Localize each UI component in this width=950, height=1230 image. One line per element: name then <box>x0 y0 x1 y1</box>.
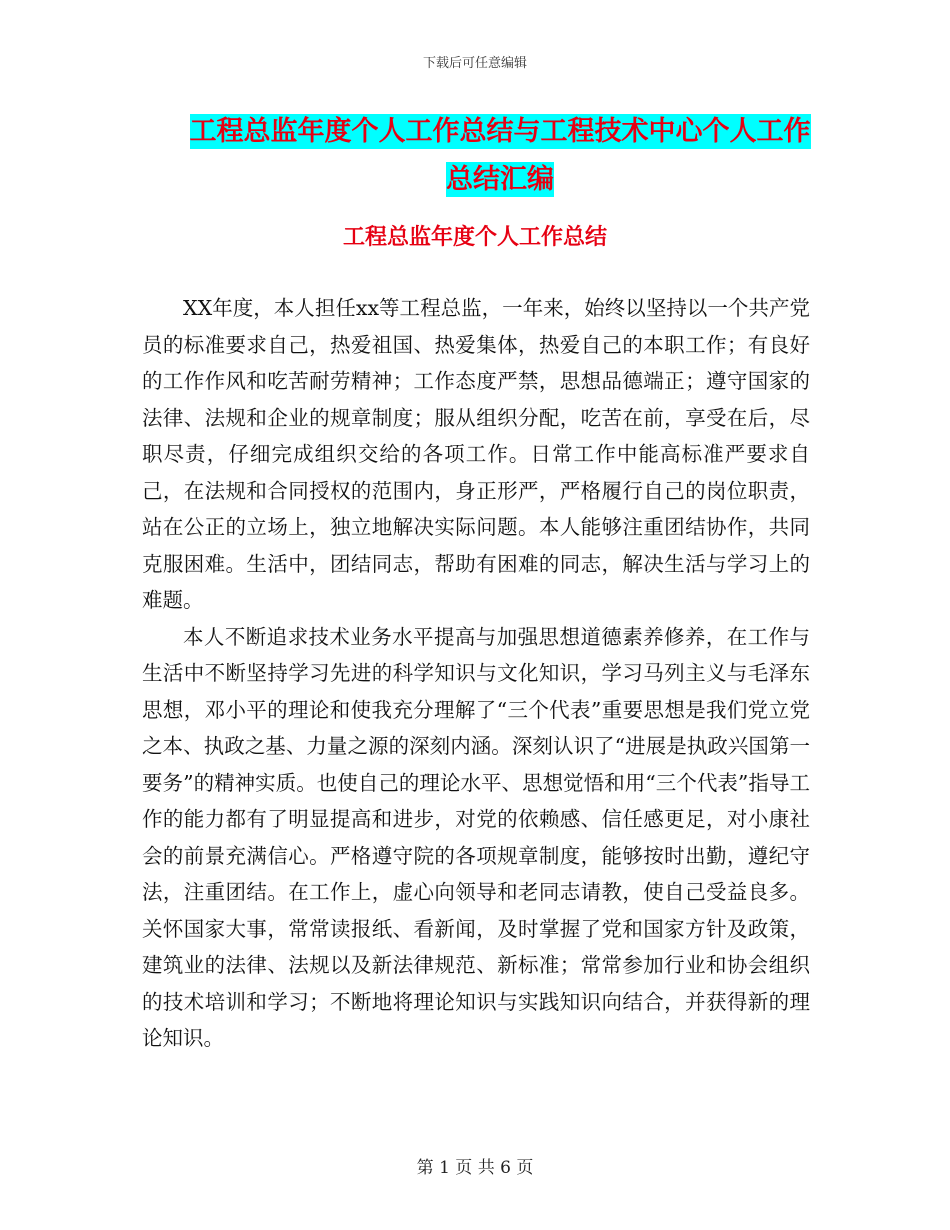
document-title-line-1: 工程总监年度个人工作总结与工程技术中心个人工作 <box>189 116 811 147</box>
paragraph-2: 本人不断追求技术业务水平提高与加强思想道德素养修养，在工作与生活中不断坚持学习先进的科学知识与文化知识，学习马列主义与毛泽东思想，邓小平的理论和使我充分理解了“三个代表”重要思想是我们党立党之本、执政之基、力量之源的深刻内涵。深刻认识了“进展是执政兴国第一要务”的精神实质。也使自己的理论水平、思想觉悟和用“三个代表”指导工作的能力都有了明显提高和进步，对党的依赖感、信任感更足，对小康社会的前景充满信心。严格遵守院的各项规章制度，能够按时出勤，遵纪守法，注重团结。在工作上，虚心向领导和老同志请教，使自己受益良多。 关怀国家大事，常常读报纸、看新闻，及时掌握了党和国家方针及政策，建筑业的法律、法规以及新法律规范、新标准；常常参加行业和协会组织的技术培训和学习；不断地将理论知识与实践知识向结合，并获得新的理论知识。 <box>142 624 810 1050</box>
document-body <box>142 290 810 1057</box>
document-title-line-2: 总结汇编 <box>446 164 554 195</box>
section-title: 工程总监年度个人工作总结 <box>342 225 607 250</box>
page-footer: 第 1 页 共 6 页 <box>416 1158 534 1178</box>
document-title <box>140 108 860 204</box>
header-note: 下载后可任意编辑 <box>422 56 527 71</box>
paragraph-1: XX年度，本人担任xx等工程总监，一年来，始终以坚持以一个共产党员的标准要求自己，热爱祖国、热爱集体，热爱自己的本职工作；有良好的工作作风和吃苦耐劳精神；工作态度严禁，思想品德端正；遵守国家的法律、法规和企业的规章制度；服从组织分配，吃苦在前，享受在后，尽职尽责，仔细完成组织交给的各项工作。日常工作中能高标准严要求自己，在法规和合同授权的范围内，身正形严，严格履行自己的岗位职责，站在公正的立场上，独立地解决实际问题。本人能够注重团结协作，共同克服困难。生活中，团结同志，帮助有困难的同志，解决生活与学习上的难题。 <box>142 296 810 612</box>
